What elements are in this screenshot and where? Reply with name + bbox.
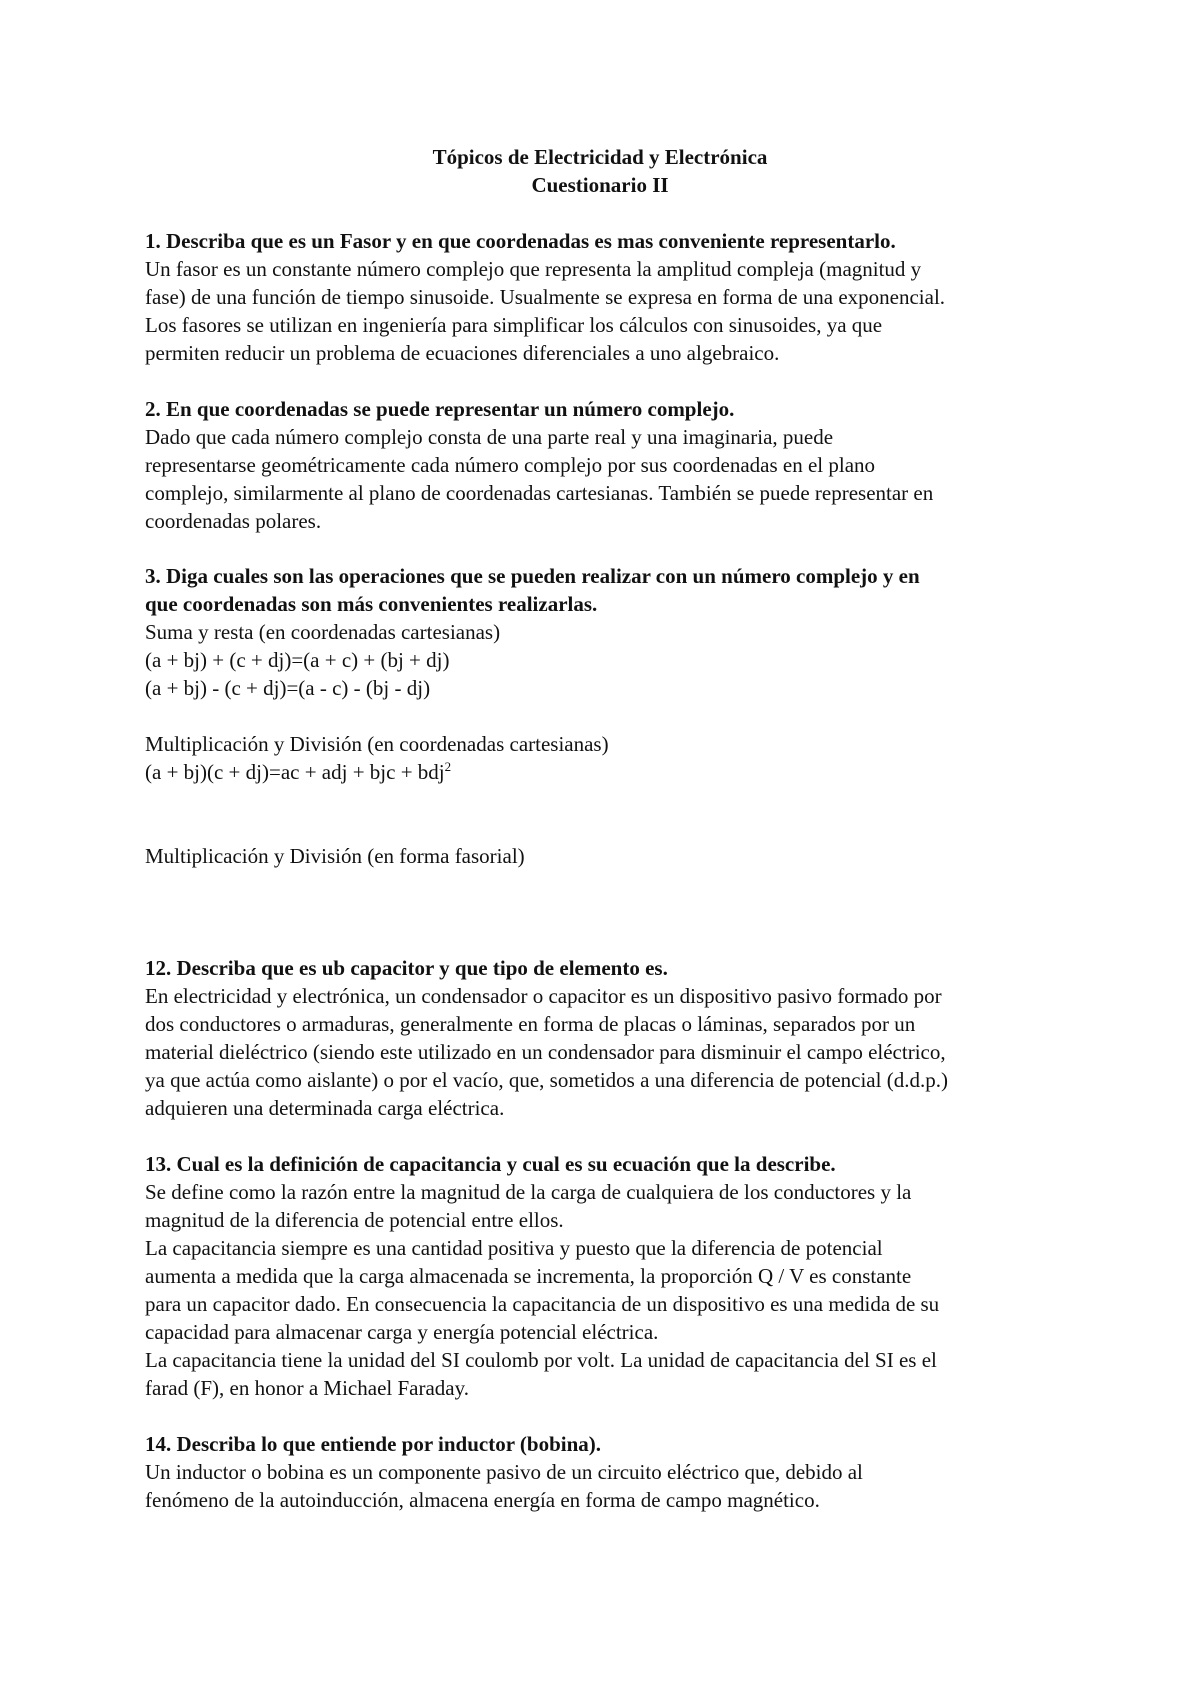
question-14-heading: 14. Describa lo que entiende por inductor (bobina). bbox=[145, 1432, 602, 1456]
multiplication-cartesian-section bbox=[145, 730, 1105, 786]
answer-2-line: Dado que cada número complejo consta de una parte real y una imaginaria, puede bbox=[145, 425, 834, 449]
answer-14-line: fenómeno de la autoinducción, almacena energía en forma de campo magnético. bbox=[145, 1488, 820, 1512]
answer-12-line: dos conductores o armaduras, generalmente en forma de placas o láminas, separados por un bbox=[145, 1012, 916, 1036]
answer-12-line: En electricidad y electrónica, un condensador o capacitor es un dispositivo pasivo formado por bbox=[145, 984, 942, 1008]
question-14-section bbox=[145, 1430, 1105, 1514]
answer-13-line: La capacitancia siempre es una cantidad positiva y puesto que la diferencia de potencial bbox=[145, 1236, 883, 1260]
sum-equation: (a + bj) + (c + dj)=(a + c) + (bj + dj) bbox=[145, 648, 450, 672]
answer-13-line: farad (F), en honor a Michael Faraday. bbox=[145, 1376, 470, 1400]
document-subtitle: Cuestionario II bbox=[531, 173, 669, 197]
document-title: Tópicos de Electricidad y Electrónica bbox=[432, 145, 768, 169]
answer-1-line: Un fasor es un constante número complejo que representa la amplitud compleja (magnitud y bbox=[145, 257, 922, 281]
document-header bbox=[0, 143, 1200, 199]
answer-13-line: Se define como la razón entre la magnitud de la carga de cualquiera de los conductores y la bbox=[145, 1180, 912, 1204]
question-12-heading: 12. Describa que es ub capacitor y que tipo de elemento es. bbox=[145, 956, 668, 980]
multiplication-equation bbox=[145, 758, 1105, 786]
multiplication-polar-section bbox=[145, 842, 1105, 870]
question-3-heading-line: 3. Diga cuales son las operaciones que se pueden realizar con un número complejo y en bbox=[145, 564, 920, 588]
multiplication-cartesian-title: Multiplicación y División (en coordenadas cartesianas) bbox=[145, 732, 609, 756]
question-13-heading: 13. Cual es la definición de capacitancia y cual es su ecuación que la describe. bbox=[145, 1152, 836, 1176]
answer-12-line: ya que actúa como aislante) o por el vacío, que, sometidos a una diferencia de potencial (d.d.p.) bbox=[145, 1068, 948, 1092]
answer-13-line: aumenta a medida que la carga almacenada se incrementa, la proporción Q / V es constante bbox=[145, 1264, 912, 1288]
answer-1-line: permiten reducir un problema de ecuaciones diferenciales a uno algebraico. bbox=[145, 341, 780, 365]
multiplication-polar-title: Multiplicación y División (en forma fasorial) bbox=[145, 844, 525, 868]
question-2-section bbox=[145, 395, 1105, 535]
answer-13-line: para un capacitor dado. En consecuencia la capacitancia de un dispositivo es una medida de su bbox=[145, 1292, 940, 1316]
subtraction-equation: (a + bj) - (c + dj)=(a - c) - (bj - dj) bbox=[145, 676, 431, 700]
answer-2-line: complejo, similarmente al plano de coordenadas cartesianas. También se puede representar en bbox=[145, 481, 934, 505]
answer-1-line: fase) de una función de tiempo sinusoide. Usualmente se expresa en forma de una exponencial. bbox=[145, 285, 946, 309]
answer-13-line: La capacitancia tiene la unidad del SI coulomb por volt. La unidad de capacitancia del SI es el bbox=[145, 1348, 937, 1372]
answer-2-line: representarse geométricamente cada número complejo por sus coordenadas en el plano bbox=[145, 453, 876, 477]
answer-12-line: material dieléctrico (siendo este utilizado en un condensador para disminuir el campo eléctrico, bbox=[145, 1040, 946, 1064]
answer-2-line: coordenadas polares. bbox=[145, 509, 322, 533]
question-3-section bbox=[145, 562, 1105, 702]
question-3-heading-line: que coordenadas son más convenientes realizarlas. bbox=[145, 592, 598, 616]
answer-1-line: Los fasores se utilizan en ingeniería para simplificar los cálculos con sinusoides, ya que bbox=[145, 313, 883, 337]
answer-12-line: adquieren una determinada carga eléctrica. bbox=[145, 1096, 505, 1120]
question-12-section bbox=[145, 954, 1105, 1122]
question-2-heading: 2. En que coordenadas se puede representar un número complejo. bbox=[145, 397, 735, 421]
answer-13-line: capacidad para almacenar carga y energía potencial eléctrica. bbox=[145, 1320, 659, 1344]
question-1-heading: 1. Describa que es un Fasor y en que coordenadas es mas conveniente representarlo. bbox=[145, 229, 896, 253]
answer-14-line: Un inductor o bobina es un componente pasivo de un circuito eléctrico que, debido al bbox=[145, 1460, 863, 1484]
multiplication-equation-text: (a + bj)(c + dj)=ac + adj + bjc + bdj bbox=[145, 760, 445, 784]
question-13-section bbox=[145, 1150, 1105, 1402]
question-1-section bbox=[145, 227, 1105, 367]
answer-13-line: magnitud de la diferencia de potencial entre ellos. bbox=[145, 1208, 564, 1232]
sum-subtraction-title: Suma y resta (en coordenadas cartesianas) bbox=[145, 620, 501, 644]
exponent: 2 bbox=[444, 759, 452, 774]
